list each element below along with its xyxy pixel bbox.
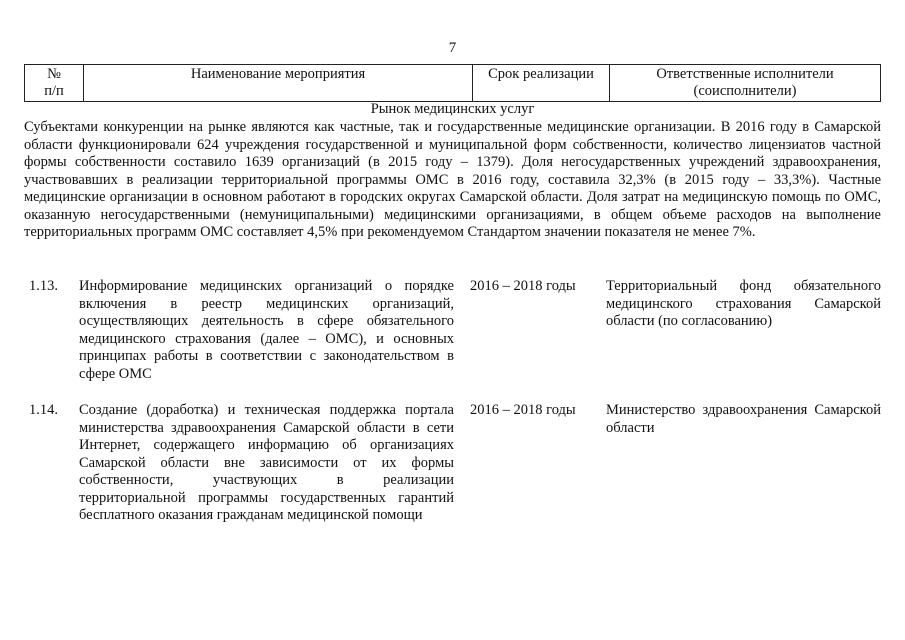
header-col-responsible xyxy=(610,65,881,102)
header-col-term: Срок реализации xyxy=(473,65,610,102)
row-number: 1.14. xyxy=(29,402,58,418)
header-col-number xyxy=(25,65,84,102)
row-responsible: Министерство здравоохранения Самарской области xyxy=(606,402,881,436)
row-number: 1.13. xyxy=(29,278,58,294)
intro-paragraph: Субъектами конкуренции на рынке являются как частные, так и государственные медицинские организации. В 2016 году в Самарской области функционировали 624 учреждения государственной и муниципальной форм собственности, количество лицензиатов частной формы собственности составило 1639 организаций (в 2015 году – 1379). Доля негосударственных учреждений здравоохранения, участвовавших в реализации территориальной программы ОМС в 2016 году, составила 32,3% (в 2015 году – 33,3%). Частные медицинские организации в основном работают в городских округах Самарской области. Доля затрат на медицинскую помощь по ОМС, оказанную негосударственными (немуниципальными) медицинскими организациями, в общем объеме расходов на выполнение территориальных программ ОМС составляет 4,5% при рекомендуемом Стандартом значении показателя не менее 7%. xyxy=(24,119,881,240)
header-col-number-line2: п/п xyxy=(44,83,64,99)
header-col-name: Наименование мероприятия xyxy=(84,65,473,102)
page-number: 7 xyxy=(448,40,457,56)
row-activity-name: Информирование медицинских организаций о порядке включения в реестр медицинских организаций, осуществляющих деятельность в сфере обязательного медицинского страхования (далее – ОМС), и основных принципах работы в соответствии с законодательством в сфере ОМС xyxy=(79,278,454,382)
table-header xyxy=(24,64,881,102)
row-activity-name: Создание (доработка) и техническая поддержка портала министерства здравоохранения Самарской области в сети Интернет, содержащего информацию об организациях Самарской области вне зависимости от их формы собственности, участвующих в реализации территориальной программы государственных гарантий бесплатного оказания гражданам медицинской помощи xyxy=(79,402,454,523)
row-term: 2016 – 2018 годы xyxy=(470,402,576,418)
row-term: 2016 – 2018 годы xyxy=(470,278,576,294)
header-col-responsible-line2: (соисполнители) xyxy=(693,83,797,99)
row-responsible: Территориальный фонд обязательного медицинского страхования Самарской области (по согласованию) xyxy=(606,278,881,329)
header-col-number-line1: № xyxy=(47,66,61,82)
header-col-responsible-line1: Ответственные исполнители xyxy=(656,66,834,82)
section-title: Рынок медицинских услуг xyxy=(370,101,535,117)
